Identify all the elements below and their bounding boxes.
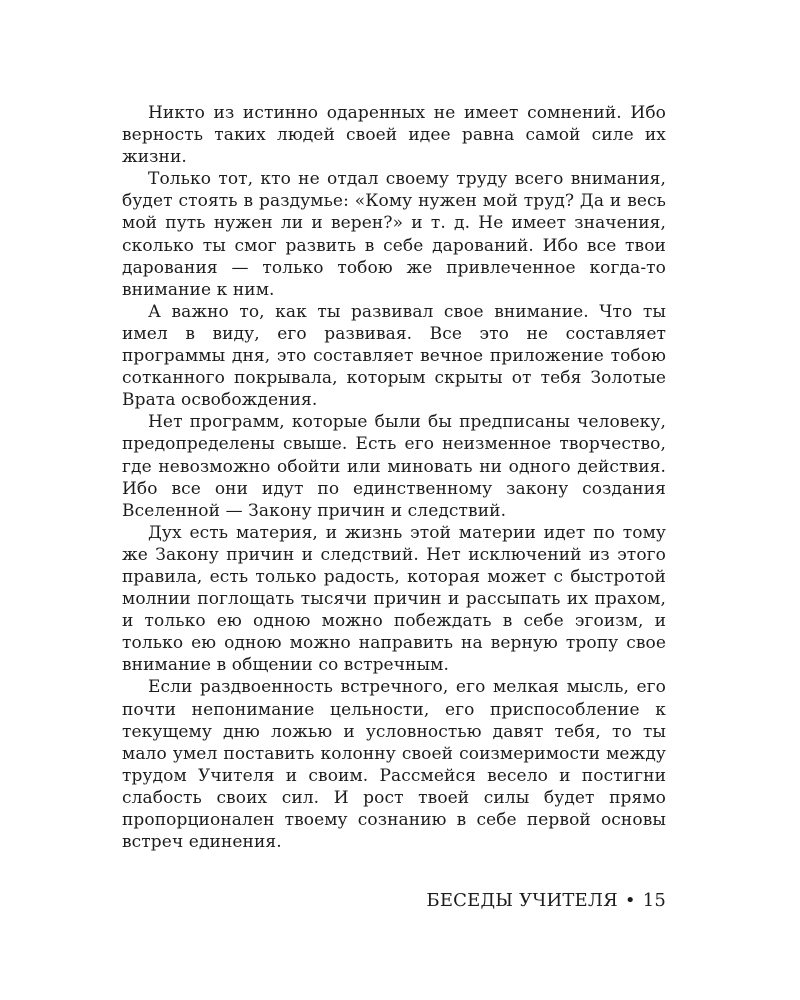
page-body xyxy=(122,102,666,853)
page-number: 15 xyxy=(642,890,666,911)
paragraph-2: Только тот, кто не отдал своему труду всего внимания, будет стоять в раздумье: «Кому нужен мой труд? Да и весь мой путь нужен ли и верен?» и т. д. Не имеет значения, сколько ты смог развить в себе дарований. Ибо все твои дарования — только тобою же привлеченное когда-то внимание к ним. xyxy=(122,169,666,300)
book-title: БЕСЕДЫ УЧИТЕЛЯ xyxy=(426,890,618,911)
footer-separator: • xyxy=(624,890,636,911)
paragraph-5: Дух есть материя, и жизнь этой материи идет по тому же Закону причин и следствий. Нет исключений из этого правила, есть только радость, которая может с быстротой молнии поглощать тысячи причин и рассыпать их прахом, и только ею одною можно побеждать в себе эгоизм, и только ею одною можно направить на верную тропу свое внимание в общении со встречным. xyxy=(122,522,666,676)
paragraph-4: Нет программ, которые были бы предписаны человеку, предопределены свыше. Есть его неизменное творчество, где невозможно обойти или миновать ни одного действия. Ибо все они идут по единственному закону создания Вселенной — Закону причин и следствий. xyxy=(122,412,666,521)
paragraph-3: А важно то, как ты развивал свое внимание. Что ты имел в виду, его развивая. Все это не составляет программы дня, это составляет вечное приложение тобою сотканного покрывала, которым скрыты от тебя Золотые Врата освобождения. xyxy=(122,301,666,411)
paragraph-1: Никто из истинно одаренных не имеет сомнений. Ибо верность таких людей своей идее равна самой силе их жизни. xyxy=(122,103,666,168)
paragraph-6: Если раздвоенность встречного, его мелкая мысль, его почти непонимание цельности, его приспособление к текущему дню ложью и условностью давят тебя, то ты мало умел поставить колонну своей соизмеримости между трудом Учителя и своим. Рассмейся весело и постигни слабость своих сил. И рост твоей силы будет прямо пропорционален твоему сознанию в себе первой основы встреч единения. xyxy=(122,677,666,853)
running-footer xyxy=(122,890,666,911)
